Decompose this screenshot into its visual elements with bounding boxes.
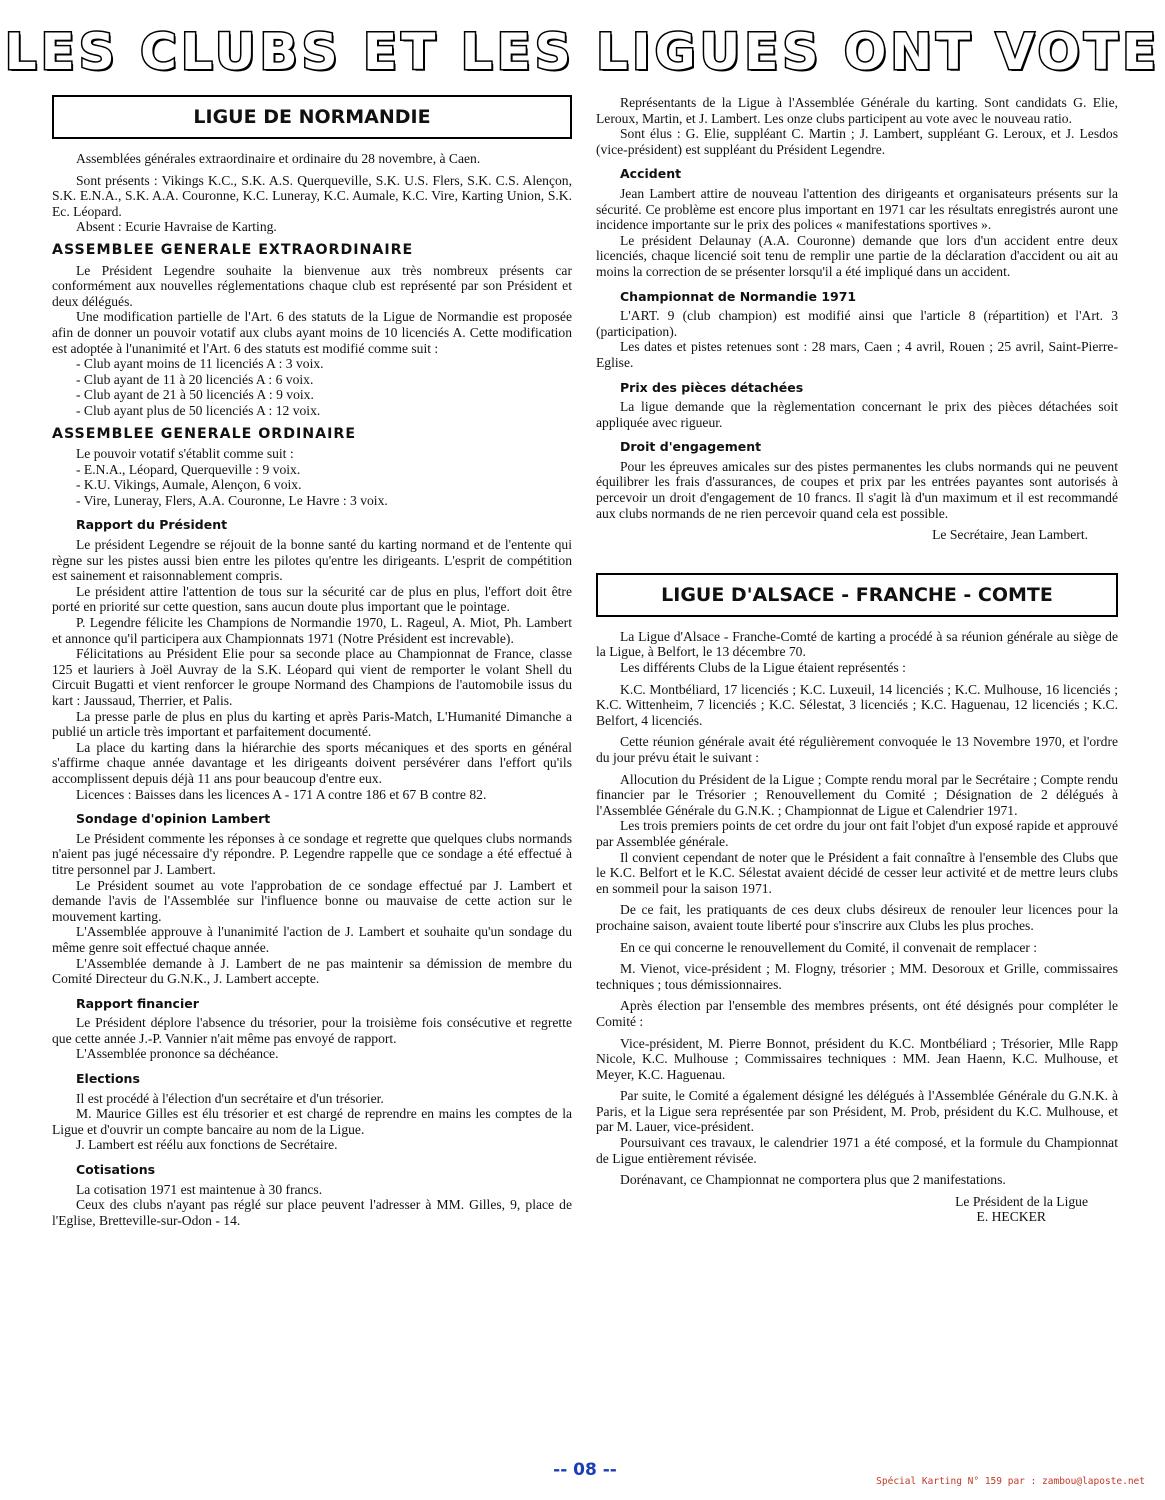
page-number: -- 08 -- (553, 1460, 617, 1480)
paragraph: Ceux des clubs n'ayant pas réglé sur place peuvent l'adresser à MM. Gilles, 9, place de l'Eglise, Bretteville-sur-Odon - 14. (52, 1197, 572, 1228)
paragraph: Les différents Clubs de la Ligue étaient représentés : (620, 660, 906, 676)
paragraph: Après élection par l'ensemble des membres présents, ont été désignés pour compléter le Comité : (596, 998, 1118, 1029)
paragraph: Le président Delaunay (A.A. Couronne) demande que lors d'un accident entre deux licenciés, chaque licencié soit tenu de remplir une partie de la déclaration d'accident ou ait au moins la correction de se présenter lorsqu'il a été impliqué dans un accident. (596, 232, 1118, 279)
paragraph: De ce fait, les pratiquants de ces deux clubs désireux de renouler leur licences pour la prochaine saison, avaient toute liberté pour s'inscrire aux Clubs les plus proches. (596, 902, 1118, 933)
paragraph: Poursuivant ces travaux, le calendrier 1971 a été composé, et la formule du Championnat de Ligue entièrement révisée. (596, 1135, 1118, 1166)
paragraph: L'Assemblée prononce sa déchéance. (76, 1046, 279, 1062)
signature: Le Secrétaire, Jean Lambert. (932, 527, 1088, 543)
paragraph: Sont présents : Vikings K.C., S.K. A.S. Querqueville, S.K. U.S. Flers, S.K. C.S. Alençon, S.K. E.N.A., S.K. A.A. Couronne, K.C. Luneray, K.C. Aumale, K.C. Vire, Karting Union, S.K. Ec. Léopard. (52, 172, 572, 219)
list-item: - E.N.A., Léopard, Querqueville : 9 voix. (76, 461, 301, 477)
ligue-normandie-title: LIGUE DE NORMANDIE (52, 95, 572, 139)
paragraph: Cette réunion générale avait été régulièrement convoquée le 13 Novembre 1970, et l'ordre du jour prévu était le suivant : (596, 734, 1118, 765)
paragraph: J. Lambert est réélu aux fonctions de Secrétaire. (76, 1137, 338, 1153)
ligue-alsace-title: LIGUE D'ALSACE - FRANCHE - COMTE (596, 573, 1118, 617)
section-heading: ASSEMBLEE GENERALE ORDINAIRE (52, 425, 357, 442)
paragraph: Vice-président, M. Pierre Bonnot, président du K.C. Montbéliard ; Trésorier, Mlle Rapp Nicole, K.C. Mulhouse ; Commissaires techniques : MM. Jean Haenn, K.C. Mulhouse, et Meyer, K.C. Haguenau. (596, 1035, 1118, 1082)
paragraph: La presse parle de plus en plus du karting et après Paris-Match, L'Humanité Dimanche a publié un article très important et parfaitement documenté. (52, 708, 572, 740)
paragraph: Dorénavant, ce Championnat ne comportera plus que 2 manifestations. (620, 1172, 1006, 1188)
paragraph: Assemblées générales extraordinaire et ordinaire du 28 novembre, à Caen. (76, 151, 481, 166)
paragraph: Le Président déplore l'absence du trésorier, pour la troisième fois consécutive et regrette que cette année J.-P. Vannier n'ait même pas envoyé de rapport. (52, 1015, 572, 1046)
paragraph: Il convient cependant de noter que le Président a fait connaître à l'ensemble des Clubs que le K.C. Belfort et le K.C. Sélestat avaient décidé de cesser leur activité et de mettre leurs clubs en sommeil pour la saison 1971. (596, 849, 1118, 896)
subsection-heading: Elections (76, 1071, 140, 1087)
section-heading: ASSEMBLEE GENERALE EXTRAORDINAIRE (52, 241, 414, 258)
left-column (52, 95, 572, 1228)
list-item: - Club ayant moins de 11 licenciés A : 3 voix. (76, 356, 324, 372)
subsection-heading: Prix des pièces détachées (620, 379, 804, 395)
paragraph: Les dates et pistes retenues sont : 28 mars, Caen ; 4 avril, Rouen ; 25 avril, Saint-Pierre-Eglise. (596, 339, 1118, 370)
paragraph: L'Assemblée demande à J. Lambert de ne pas maintenir sa démission de membre du Comité Directeur du G.N.K., J. Lambert accepte. (52, 955, 572, 987)
paragraph: Allocution du Président de la Ligue ; Compte rendu moral par le Secrétaire ; Compte rendu financier par le Trésorier ; Renouvellement du Comité ; Désignation de 2 délégués à l'Assemblée Générale du G.N.K. ; Championnat de Ligue et Calendrier 1971. (596, 771, 1118, 818)
paragraph: En ce qui concerne le renouvellement du Comité, il convenait de remplacer : (620, 939, 1038, 955)
paragraph: Il est procédé à l'élection d'un secrétaire et d'un trésorier. (76, 1090, 384, 1106)
subsection-heading: Rapport du Président (76, 517, 228, 533)
paragraph: L'Assemblée approuve à l'unanimité l'action de J. Lambert et souhaite qu'un sondage du même genre soit effectué chaque année. (52, 924, 572, 955)
signature-name: E. HECKER (976, 1209, 1046, 1225)
vote-list (52, 356, 572, 418)
subsection-heading: Sondage d'opinion Lambert (76, 811, 271, 827)
paragraph: P. Legendre félicite les Champions de Normandie 1970, L. Rageul, A. Miot, Ph. Lambert et annonce qu'il participera aux Championnats 1971 (Notre Président est increvable). (52, 615, 572, 646)
subsection-heading: Accident (620, 166, 682, 182)
page-title: LES CLUBS ET LES LIGUES ONT VOTE (4, 23, 1161, 81)
subsection-heading: Rapport financier (76, 995, 199, 1011)
paragraph: M. Maurice Gilles est élu trésorier et est chargé de reprendre en mains les comptes de la Ligue et d'ouvrir un compte bancaire au nom de la Ligue. (52, 1106, 572, 1137)
credit-line: Spécial Karting N° 159 par : zambou@laposte.net (876, 1476, 1145, 1487)
paragraph: Le Président Legendre souhaite la bienvenue aux très nombreux présents car conformément aux nouvelles réglementations chaque club est représenté par son Président et deux délégués. (52, 262, 572, 309)
paragraph: Sont élus : G. Elie, suppléant C. Martin ; J. Lambert, suppléant G. Leroux, et J. Lesdos (vice-président) est suppléant du Président Legendre. (596, 126, 1118, 157)
vote-list (52, 462, 572, 509)
list-item: - K.U. Vikings, Aumale, Alençon, 6 voix. (76, 477, 302, 493)
paragraph: Le président Legendre se réjouit de la bonne santé du karting normand et de l'entente qui règne sur les pistes aussi bien entre les pilotes qu'entre les dirigeants. L'esprit de compétition est sainement et raisonnablement compris. (52, 537, 572, 584)
right-column (596, 95, 1118, 1225)
subsection-heading: Cotisations (76, 1162, 156, 1178)
paragraph: Les trois premiers points de cet ordre du jour ont fait l'objet d'un exposé rapide et approuvé par Assemblée générale. (596, 818, 1118, 849)
paragraph: Le Président commente les réponses à ce sondage et regrette que quelques clubs normands n'aient pas jugé nécessaire d'y répondre. P. Legendre rappelle que ce sondage a été effectué à titre personnel par J. Lambert. (52, 830, 572, 877)
subsection-heading: Droit d'engagement (620, 439, 762, 455)
paragraph: La place du karting dans la hiérarchie des sports mécaniques et des sports en général s'affirme chaque année davantage et les dirigeants doivent persévérer dans l'effort qu'ils accomplissent depuis déjà 11 ans pour beaucoup d'entre eux. (52, 739, 572, 786)
paragraph: La Ligue d'Alsace - Franche-Comté de karting a procédé à sa réunion générale au siège de la Ligue, à Belfort, le 13 décembre 70. (596, 628, 1118, 660)
paragraph: M. Vienot, vice-président ; M. Flogny, trésorier ; MM. Desoroux et Grille, commissaires techniques ; tous démissionnaires. (596, 961, 1118, 992)
paragraph: L'ART. 9 (club champion) est modifié ainsi que l'article 8 (répartition) et l'Art. 3 (participation). (596, 308, 1118, 339)
list-item: - Club ayant de 11 à 20 licenciés A : 6 voix. (76, 371, 314, 387)
paragraph: Par suite, le Comité a également désigné les délégués à l'Assemblée Générale du G.N.K. à Paris, et la Ligue sera représentée par son Président, M. Prob, président du K.C. Mulhouse, et par M. Lauer, vice-président. (596, 1088, 1118, 1135)
paragraph: K.C. Montbéliard, 17 licenciés ; K.C. Luxeuil, 14 licenciés ; K.C. Mulhouse, 16 licenciés ; K.C. Wittenheim, 7 licenciés ; K.C. Sélestat, 3 licenciés ; K.C. Haguenau, 12 licenciés ; K.C. Belfort, 4 licenciés. (596, 681, 1118, 728)
paragraph: Absent : Ecurie Havraise de Karting. (76, 219, 277, 235)
list-item: - Club ayant plus de 50 licenciés A : 12 voix. (76, 402, 321, 418)
paragraph: La ligue demande que la règlementation concernant le prix des pièces détachées soit appliquée avec rigueur. (596, 399, 1118, 430)
paragraph: Le Président soumet au vote l'approbation de ce sondage effectué par J. Lambert et demande l'avis de l'Assemblée sur l'influence bonne ou mauvaise de cette action sur le mouvement karting. (52, 877, 572, 924)
paragraph: Jean Lambert attire de nouveau l'attention des dirigeants et organisateurs présents sur la sécurité. Ce problème est encore plus important en 1971 car les résultats enregistrés auront une incidence importante sur le prix des polices « manifestations sportives ». (596, 185, 1118, 233)
signature: Le Président de la Ligue (955, 1193, 1088, 1209)
paragraph: Une modification partielle de l'Art. 6 des statuts de la Ligue de Normandie est proposée afin de donner un pouvoir votatif aux clubs ayant moins de 10 licenciés A. Cette modification est adoptée à l'unanimité et l'Art. 6 des statuts est modifié comme suit : (52, 309, 572, 356)
list-item: - Vire, Luneray, Flers, A.A. Couronne, Le Havre : 3 voix. (76, 492, 388, 508)
list-item: - Club ayant de 21 à 50 licenciés A : 9 voix. (76, 387, 314, 403)
paragraph: La cotisation 1971 est maintenue à 30 francs. (76, 1181, 323, 1197)
paragraph: Félicitations au Président Elie pour sa seconde place au Championnat de France, classe 125 et lauriers à Joël Auvray de la S.K. Léopard qui vient de remporter le volant Shell du Circuit Bugatti et vient renforcer le groupe Normand des Champions de l'automobile issus du kart : Jaussaud, Therrier, et Palis. (52, 646, 572, 708)
paragraph: Le président attire l'attention de tous sur la sécurité car de plus en plus, l'effort doit être porté en priorité sur cette question, sans aucun doute plus important que le pointage. (52, 583, 572, 615)
paragraph: Licences : Baisses dans les licences A - 171 A contre 186 et 67 B contre 82. (76, 786, 487, 802)
subsection-heading: Championnat de Normandie 1971 (620, 288, 857, 304)
paragraph: Le pouvoir votatif s'établit comme suit : (76, 446, 294, 462)
paragraph: Représentants de la Ligue à l'Assemblée Générale du karting. Sont candidats G. Elie, Leroux, Martin, et J. Lambert. Les onze clubs participent au vote avec le nouveau ratio. (596, 95, 1118, 126)
paragraph: Pour les épreuves amicales sur des pistes permanentes les clubs normands qui ne peuvent équilibrer les frais d'assurances, de coupes et prix par les entrées payantes sont autorisés à percevoir un droit d'engagement de 10 francs. Il s'agit là d'un maximum et il est recommandé aux clubs normands de ne rien percevoir quand cela est possible. (596, 458, 1118, 521)
